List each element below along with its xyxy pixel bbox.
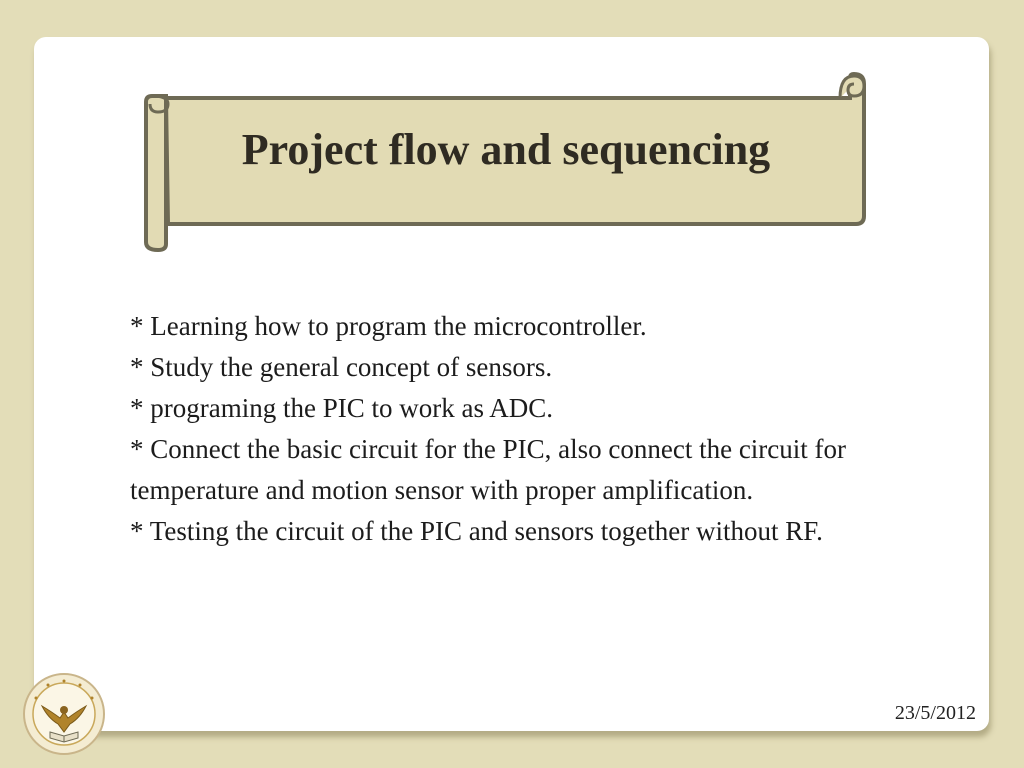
list-item: * Learning how to program the microcontroller.: [130, 311, 647, 341]
list-item: * Study the general concept of sensors.: [130, 352, 553, 382]
university-seal-icon: [22, 672, 106, 756]
slide-title: Project flow and sequencing: [241, 125, 771, 174]
list-item: * Testing the circuit of the PIC and sensors together without RF.: [130, 516, 823, 546]
list-item: * programing the PIC to work as ADC.: [130, 393, 553, 423]
slide-date: 23/5/2012: [894, 702, 976, 724]
bullet-list: [130, 306, 910, 552]
list-item: * Connect the basic circuit for the PIC, also connect the circuit for temperature and motion sensor with proper amplification.: [130, 434, 847, 505]
